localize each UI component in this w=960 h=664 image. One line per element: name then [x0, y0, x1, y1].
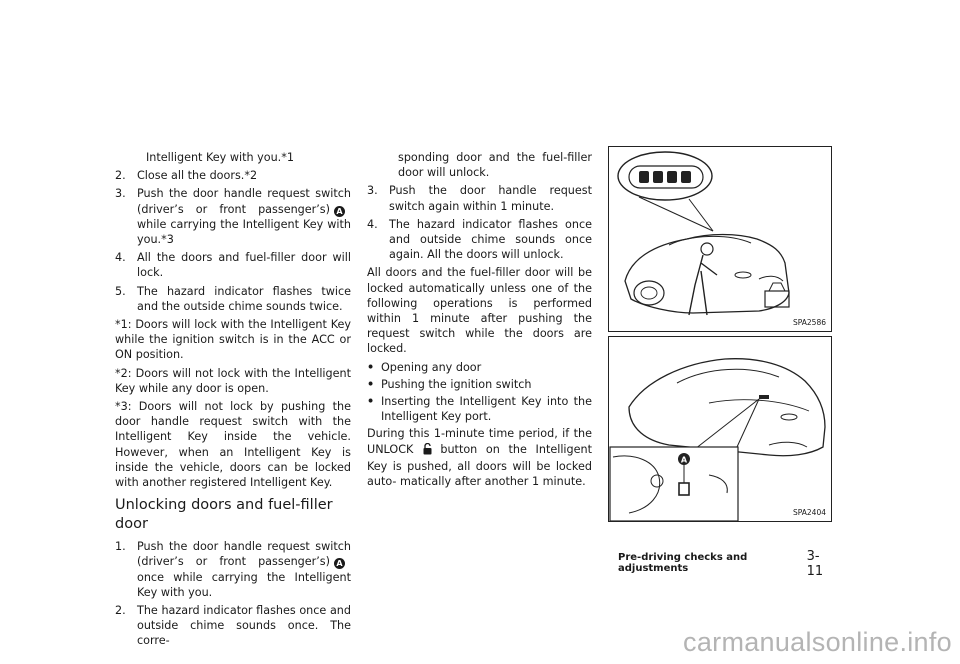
note-paragraph: *3: Doors will not lock by pushing the door handle request switch with the Intelligent Key inside the vehicle. However, when an Intelligent Key is inside the vehicle, doors can be locked with another registered Intelligent Key.: [115, 400, 351, 490]
bullet-text: Opening any door: [381, 360, 482, 374]
list-number: 4.: [367, 217, 378, 231]
list-item: [367, 217, 592, 263]
left-column: [115, 150, 351, 652]
bullet-text: Inserting the Intelligent Key into the Intelligent Key port.: [381, 395, 592, 424]
figure-marker-a: A: [680, 455, 688, 465]
note-paragraph: *2: Doors will not lock with the Intelligent Key while any door is open.: [115, 366, 351, 395]
list-text: The hazard indicator flashes twice and the outside chime sounds twice.: [137, 284, 351, 313]
marker-a-icon: A: [334, 206, 345, 217]
list-text-post: once while carrying the Intelligent Key with you.: [137, 570, 351, 599]
final-paragraph: [367, 426, 592, 489]
list-text-post: while carrying the Intelligent Key with you.*3: [137, 217, 351, 247]
figure-label: SPA2586: [792, 318, 826, 327]
watermark: carmanualsonline.info: [683, 627, 952, 657]
list-text: The hazard indicator flashes once and outside chime sounds once again. All the doors will unlock.: [389, 217, 592, 262]
list-number: 3.: [367, 184, 378, 198]
list-item: [115, 603, 351, 649]
page-footer: [618, 549, 834, 579]
list-number: 3.: [115, 187, 126, 201]
list-text: All the doors and fuel-filler door will lock.: [137, 251, 351, 280]
bullet-dot-icon: •: [367, 395, 375, 409]
list-item: [115, 186, 351, 247]
section-heading: Unlocking doors and fuel-filler door: [115, 497, 333, 533]
bullet-dot-icon: •: [367, 377, 375, 391]
list-item: [115, 250, 351, 280]
continued-step-text: sponding door and the fuel-filler door will unlock.: [398, 151, 592, 180]
bullet-text: Pushing the ignition switch: [381, 377, 532, 391]
final-text-pre: During this 1-minute time period, if the UNLOCK: [367, 427, 592, 456]
list-text-pre: Push the door handle request switch (driver’s or front passenger’s): [137, 187, 351, 216]
key-fob-car-illustration-icon: [609, 147, 831, 331]
list-text: Close all the doors.*2: [137, 169, 258, 183]
bullet-item: [367, 360, 592, 375]
list-item: [367, 183, 592, 213]
list-number: 4.: [115, 251, 126, 265]
final-text-post: button on the Intelligent Key is pushed, all doors will be locked auto- matically after another 1 minute.: [367, 442, 592, 489]
continued-step-text: Intelligent Key with you.*1: [146, 151, 294, 164]
list-text: [137, 539, 351, 600]
list-item: [115, 539, 351, 600]
list-number: 5.: [115, 284, 126, 298]
door-handle-figure: [608, 336, 832, 522]
list-number: 1.: [115, 540, 126, 554]
key-fob-figure: [608, 146, 832, 332]
note-paragraph: *1: Doors will lock with the Intelligent Key while the ignition switch is in the ACC or ON position.: [115, 318, 351, 362]
list-item: [115, 168, 351, 183]
bullet-item: [367, 377, 592, 392]
list-number: 2.: [115, 604, 126, 618]
bullet-item: [367, 394, 592, 424]
autolock-paragraph: All doors and the fuel-filler door will be locked automatically unless one of the following operations is performed within 1 minute after pushing the request switch while the doors are locked.: [367, 266, 592, 356]
list-number: 2.: [115, 169, 126, 183]
list-text: Push the door handle request switch again within 1 minute.: [389, 184, 592, 213]
page-number: 3-11: [806, 549, 824, 579]
car-door-handle-illustration-icon: [609, 337, 831, 521]
list-text: [137, 186, 351, 247]
marker-a-icon: A: [334, 558, 345, 569]
list-text-pre: Push the door handle request switch (driver’s or front passenger’s): [137, 540, 351, 569]
bullet-dot-icon: •: [367, 360, 375, 374]
footer-section-title: Pre-driving checks and adjustments: [618, 552, 748, 574]
right-column: [367, 150, 592, 492]
list-text: The hazard indicator flashes once and outside chime sounds once. The corre-: [137, 604, 351, 648]
list-item: [115, 284, 351, 314]
unlock-icon: [423, 443, 432, 459]
figure-label: SPA2404: [792, 508, 826, 517]
